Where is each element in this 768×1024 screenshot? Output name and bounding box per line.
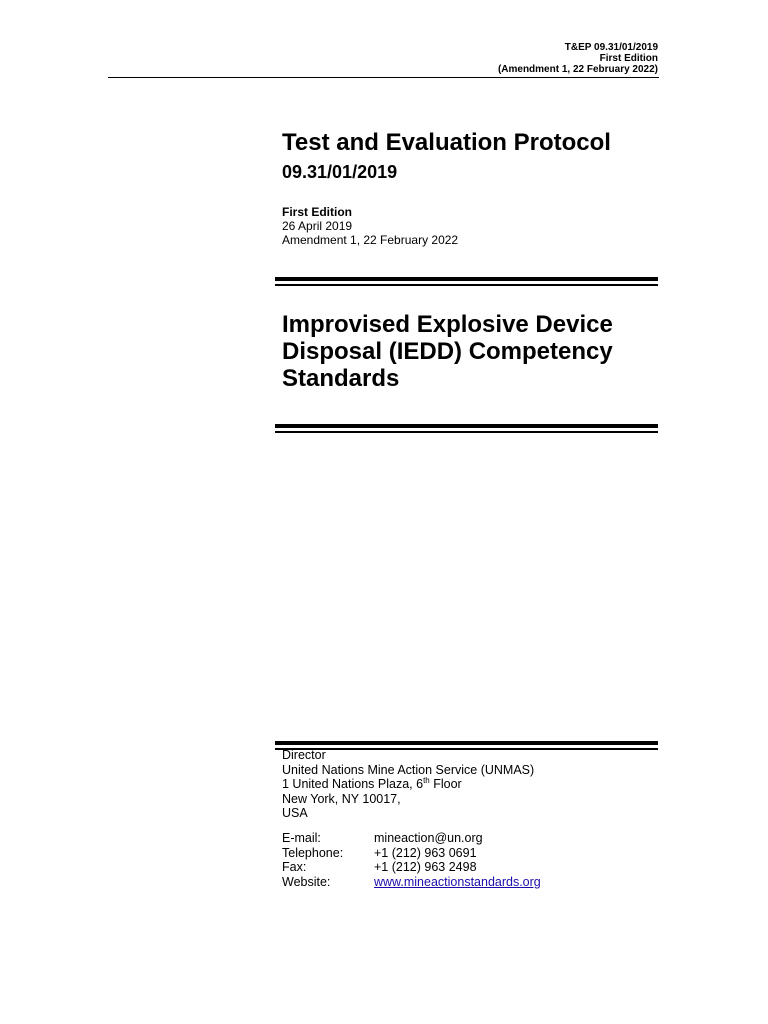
email-value: mineaction@un.org [374,831,483,845]
contact-label: Fax: [282,860,307,874]
document-title-line: Standards [282,365,400,392]
contact-row-website [282,875,541,890]
divider-thick-line [275,424,658,428]
contact-label: Telephone: [282,845,344,860]
ordinal-suffix: th [423,775,430,785]
contact-row-email [282,831,541,846]
telephone-value: +1 (212) 963 0691 [374,845,477,860]
divider-thin-line [275,431,658,433]
document-title-line: Improvised Explosive Device [282,311,613,338]
address-line: United Nations Mine Action Service (UNMAS) [282,762,535,777]
website-link[interactable]: www.mineactionstandards.org [374,874,541,889]
address-street: 1 United Nations Plaza, 6 [282,777,424,791]
contact-label: Website: [282,874,331,889]
section-divider-top [275,277,658,287]
divider-thick-line [275,277,658,281]
divider-thick-line [275,741,658,745]
document-title-line: Disposal (IEDD) Competency [282,338,613,365]
edition-amendment: Amendment 1, 22 February 2022 [282,233,459,247]
address-line [282,777,534,792]
header-edition: First Edition [599,53,658,64]
header-reference: T&EP 09.31/01/2019 [564,42,658,53]
header-rule [108,77,659,78]
protocol-number: 09.31/01/2019 [282,162,398,182]
contact-row-telephone [282,846,541,861]
document-title [282,311,613,392]
page-title: Test and Evaluation Protocol [282,129,611,156]
section-divider-middle [275,424,658,434]
header-amendment: (Amendment 1, 22 February 2022) [497,64,658,75]
address-line: Director [282,748,326,762]
contact-label: E-mail: [282,831,321,845]
address-block [282,748,534,821]
edition-date: 26 April 2019 [282,219,353,233]
divider-thin-line [275,284,658,286]
edition-label: First Edition [282,205,352,219]
contact-block [282,831,541,889]
address-line: New York, NY 10017, [282,791,401,806]
fax-value: +1 (212) 963 2498 [374,860,477,874]
edition-block [282,205,458,247]
contact-row-fax [282,860,541,875]
running-header [498,42,658,75]
address-floor: Floor [429,777,462,791]
address-line: USA [282,806,308,820]
